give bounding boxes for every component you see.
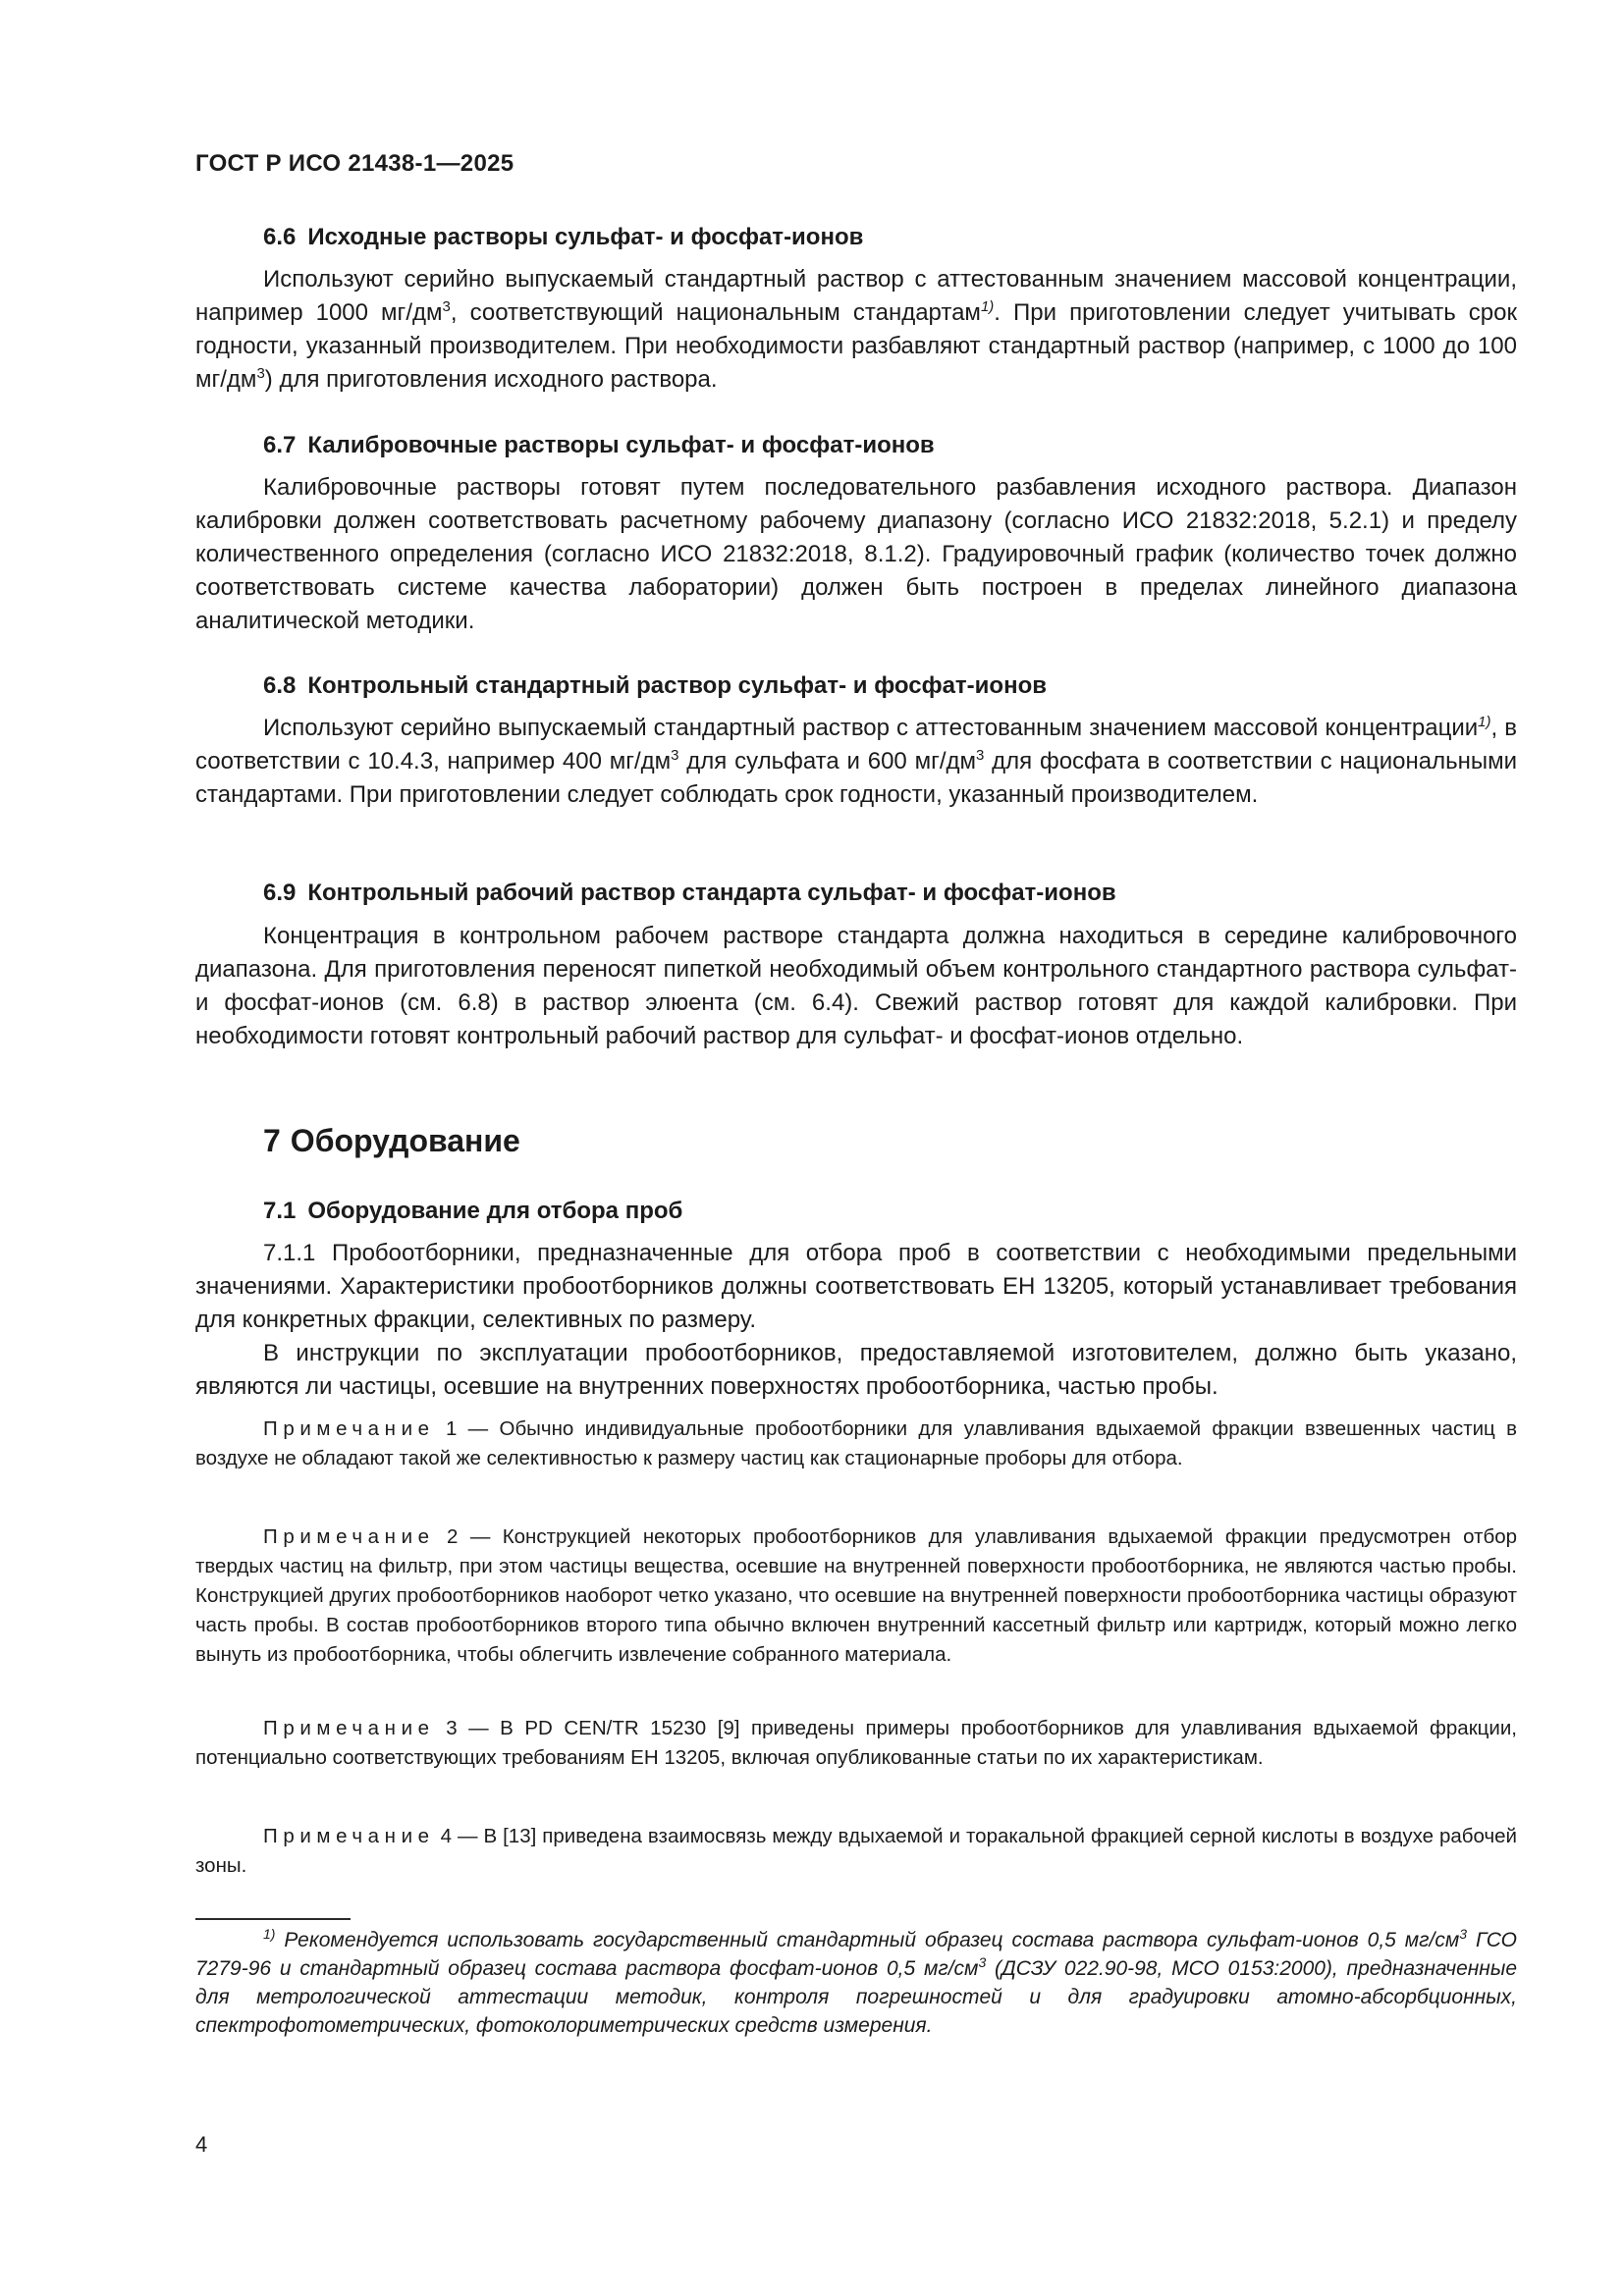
section-title: Оборудование для отбора проб [307, 1198, 683, 1224]
section-6-6-heading [263, 222, 863, 253]
section-title: Оборудование [290, 1123, 520, 1158]
section-title: Исходные растворы сульфат- и фосфат-ионов [307, 224, 864, 250]
section-number: 7 [263, 1123, 281, 1158]
section-number: 6.8 [263, 672, 297, 699]
text-run: , соответствующий национальным стандартам [450, 299, 981, 326]
note-label: Примечание [263, 1825, 435, 1847]
note-1 [195, 1415, 1517, 1473]
note-3 [195, 1714, 1517, 1773]
footnote-marker: 1) [263, 1926, 276, 1942]
note-number: 1 [445, 1417, 458, 1440]
section-number: 7.1 [263, 1198, 297, 1224]
text-run: для сульфата и 600 мг/дм [678, 748, 976, 774]
section-7-heading [263, 1121, 520, 1160]
superscript: 3 [978, 1954, 987, 1970]
text-run: Используют серийно выпускаемый стандартный раствор с аттестованным значением массовой концентрации [263, 715, 1479, 741]
note-label: Примечание [263, 1525, 435, 1548]
section-7-1-1-paragraph-2: В инструкции по эксплуатации пробоотборников, предоставляемой изготовителем, должно быть указано, являются ли частицы, осевшие на внутренних поверхностях пробоотборника, частью пробы. [195, 1340, 1517, 1400]
text-run: . При приготовлении следует учитывать срок годности, указанный производителем. При необходимости разбавляют стандартный раствор (например, с 1000 до 100 мг/дм [195, 299, 1517, 393]
note-number: 4 [440, 1825, 453, 1847]
text-run: для фосфата в соответствии с национальными стандартами. При приготовлении следует соблюдать срок годности, указанный производителем. [195, 748, 1517, 808]
section-title: Контрольный рабочий раствор стандарта сульфат- и фосфат-ионов [307, 880, 1116, 906]
text-run: ГСО 7279-96 и стандартный образец состава раствора фосфат-ионов 0,5 мг/см [195, 1929, 1517, 1980]
section-6-8-paragraph [195, 712, 1517, 812]
footnote [195, 1926, 1517, 2040]
text-run: (ДСЗУ 022.90-98, МСО 0153:2000), предназначенные для метрологической аттестации методик, контроля погрешностей и для градуировки атомно-абсорбционных, спектрофотометрических, фотоколориметрических средств измерения. [195, 1957, 1517, 2037]
footnote-ref: 1) [1478, 714, 1491, 730]
superscript: 3 [442, 298, 451, 315]
note-4 [195, 1822, 1517, 1881]
section-6-9-paragraph: Концентрация в контрольном рабочем растворе стандарта должна находиться в середине калибровочного диапазона. Для приготовления переносят пипеткой необходимый объем контрольного стандартного раствора сульфат- и фосфат-ионов (см. 6.8) в раствор элюента (см. 6.4). Свежий раствор готовят для каждой калибровки. При необходимости готовят контрольный рабочий раствор для сульфат- и фосфат-ионов отдельно. [195, 923, 1517, 1049]
text-run: ) для приготовления исходного раствора. [264, 366, 718, 393]
section-number: 6.9 [263, 880, 297, 906]
section-number: 6.7 [263, 432, 297, 458]
section-6-7-paragraph: Калибровочные растворы готовят путем последовательного разбавления исходного раствора. Диапазон калибровки должен соответствовать расчетному рабочему диапазону (согласно ИСО 21832:2018, 5.2.1) и пределу количественного определения (согласно ИСО 21832:2018, 8.1.2). Градуировочный график (количество точек должно соответствовать системе качества лаборатории) должен быть построен в пределах линейного диапазона аналитической методики. [195, 474, 1517, 634]
note-label: Примечание [263, 1717, 435, 1739]
note-text: — Обычно индивидуальные пробоотборники для улавливания вдыхаемой фракции взвешенных частиц в воздухе не обладают такой же селективностью к размеру частиц как стационарные проборы для отбора. [195, 1417, 1517, 1469]
note-text: — В [13] приведена взаимосвязь между вдыхаемой и торакальной фракцией серной кислоты в воздухе рабочей зоны. [195, 1825, 1517, 1877]
superscript: 3 [256, 365, 265, 382]
text-run: Рекомендуется использовать государственный стандартный образец состава раствора сульфат-ионов 0,5 мг/см [275, 1929, 1460, 1951]
page-number: 4 [195, 2132, 208, 2157]
note-number: 2 [447, 1525, 459, 1548]
section-7-1-heading [263, 1196, 682, 1227]
standard-designation: ГОСТ Р ИСО 21438-1—2025 [195, 150, 514, 177]
text-run: Используют серийно выпускаемый стандартный раствор с аттестованным значением массовой концентрации, например 1000 мг/дм [195, 266, 1517, 326]
section-6-6-paragraph [195, 263, 1517, 397]
superscript: 3 [976, 747, 985, 764]
section-7-1-1-paragraph: 7.1.1 Пробоотборники, предназначенные для отбора проб в соответствии с необходимыми предельными значениями. Характеристики пробоотборников должны соответствовать ЕН 13205, который устанавливает требования для конкретных фракции, селективных по размеру. [195, 1240, 1517, 1333]
note-2 [195, 1522, 1517, 1670]
section-number: 6.6 [263, 224, 297, 250]
note-number: 3 [446, 1717, 458, 1739]
note-text: — Конструкцией некоторых пробоотборников для улавливания вдыхаемой фракции предусмотрен отбор твердых частиц на фильтр, при этом частицы вещества, осевшие на внутренней поверхности пробоотборника, не являются частью пробы. Конструкцией других пробоотборников наоборот четко указано, что осевшие на внутренней поверхности пробоотборника частицы образуют часть пробы. В состав пробоотборников второго типа обычно включен внутренний кассетный фильтр или картридж, который можно легко вынуть из пробоотборника, чтобы облегчить извлечение собранного материала. [195, 1525, 1518, 1666]
section-title: Контрольный стандартный раствор сульфат- и фосфат-ионов [307, 672, 1047, 699]
superscript: 3 [1459, 1926, 1468, 1942]
footnote-separator [195, 1918, 351, 1920]
footnote-ref: 1) [980, 298, 995, 315]
section-title: Калибровочные растворы сульфат- и фосфат-ионов [307, 432, 935, 458]
text-run: , в соответствии с 10.4.3, например 400 мг/дм [195, 715, 1517, 774]
note-text: — В PD CEN/TR 15230 [9] приведены примеры пробоотборников для улавливания вдыхаемой фракции, потенциально соответствующих требованиям ЕН 13205, включая опубликованные статьи по их характеристикам. [195, 1717, 1517, 1769]
section-6-7-heading [263, 430, 935, 461]
superscript: 3 [671, 747, 679, 764]
section-6-8-heading [263, 670, 1047, 702]
section-6-9-heading [263, 878, 1116, 909]
note-label: Примечание [263, 1417, 435, 1440]
